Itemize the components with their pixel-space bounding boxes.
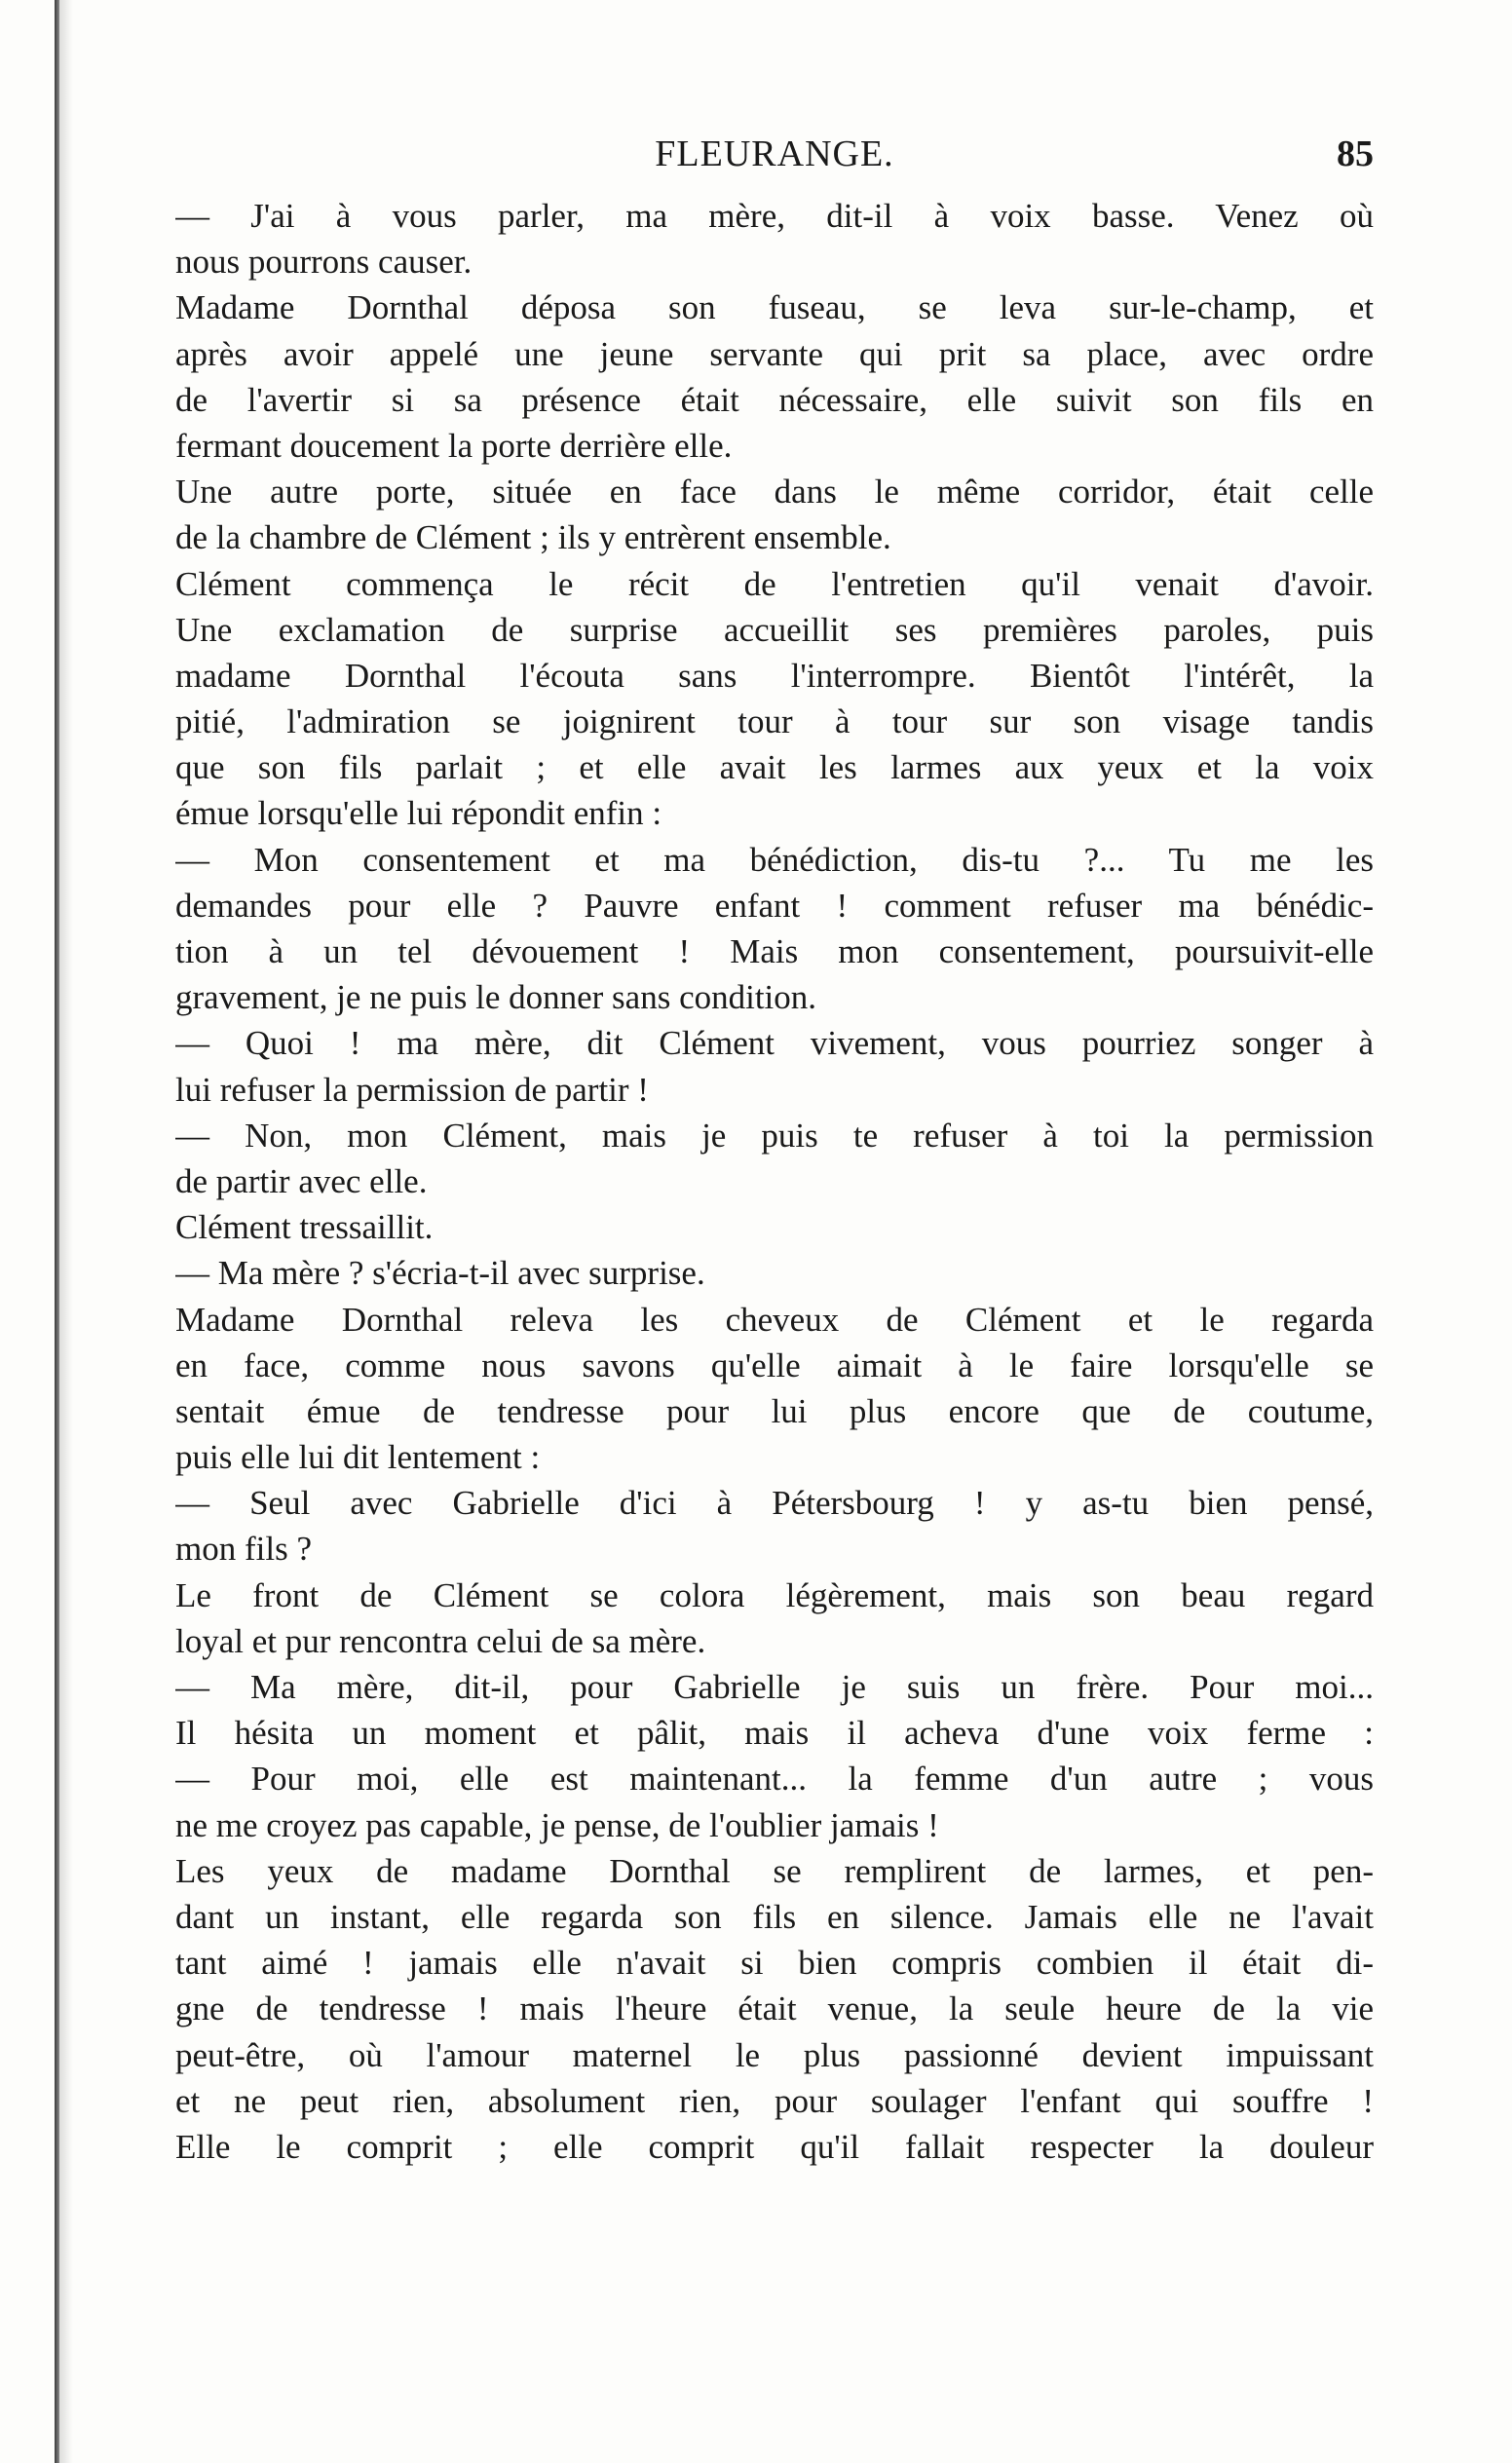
text-line: de l'avertir si sa présence était nécessaire, elle suivit son fils en bbox=[175, 380, 1374, 419]
text-line: émue lorsqu'elle lui répondit enfin : bbox=[175, 794, 662, 833]
text-line: demandes pour elle ? Pauvre enfant ! comment refuser ma bénédic- bbox=[175, 886, 1374, 925]
text-line: Elle le comprit ; elle comprit qu'il fallait respecter la douleur bbox=[175, 2127, 1374, 2166]
text-line: que son fils parlait ; et elle avait les larmes aux yeux et la voix bbox=[175, 748, 1374, 787]
text-line: mon fils ? bbox=[175, 1530, 312, 1569]
text-line: ne me croyez pas capable, je pense, de l'oublier jamais ! bbox=[175, 1805, 939, 1844]
text-line: Clément commença le récit de l'entretien qu'il venait d'avoir. bbox=[175, 564, 1374, 603]
running-title: FLEURANGE. bbox=[655, 133, 894, 174]
text-line: Une autre porte, située en face dans le même corridor, était celle bbox=[175, 473, 1374, 512]
text-line: de la chambre de Clément ; ils y entrèrent ensemble. bbox=[175, 518, 891, 557]
text-line: loyal et pur rencontra celui de sa mère. bbox=[175, 1621, 706, 1660]
text-line: — Quoi ! ma mère, dit Clément vivement, vous pourriez songer à bbox=[175, 1024, 1374, 1063]
body-text bbox=[175, 193, 1374, 2170]
text-line: tant aimé ! jamais elle n'avait si bien compris combien il était di- bbox=[175, 1944, 1374, 1983]
text-line: et ne peut rien, absolument rien, pour soulager l'enfant qui souffre ! bbox=[175, 2081, 1374, 2120]
text-line: — Mon consentement et ma bénédiction, dis-tu ?... Tu me les bbox=[175, 840, 1374, 879]
text-line: nous pourrons causer. bbox=[175, 243, 472, 282]
text-line: en face, comme nous savons qu'elle aimait à le faire lorsqu'elle se bbox=[175, 1345, 1374, 1384]
text-line: — Seul avec Gabrielle d'ici à Pétersbourg ! y as-tu bien pensé, bbox=[175, 1484, 1374, 1523]
text-line: — J'ai à vous parler, ma mère, dit-il à voix basse. Venez où bbox=[175, 197, 1374, 235]
text-line: pitié, l'admiration se joignirent tour à tour sur son visage tandis bbox=[175, 702, 1374, 741]
text-line: de partir avec elle. bbox=[175, 1161, 428, 1200]
text-line: Madame Dornthal déposa son fuseau, se leva sur-le-champ, et bbox=[175, 288, 1374, 327]
text-line: puis elle lui dit lentement : bbox=[175, 1438, 541, 1477]
page-binding-shadow bbox=[59, 0, 73, 2463]
text-line: peut-être, où l'amour maternel le plus passionné devient impuissant bbox=[175, 2035, 1374, 2074]
text-line: dant un instant, elle regarda son fils en silence. Jamais elle ne l'avait bbox=[175, 1897, 1374, 1936]
text-line: Une exclamation de surprise accueillit ses premières paroles, puis bbox=[175, 610, 1374, 649]
text-line: madame Dornthal l'écouta sans l'interrompre. Bientôt l'intérêt, la bbox=[175, 656, 1374, 695]
text-line: Madame Dornthal releva les cheveux de Clément et le regarda bbox=[175, 1300, 1374, 1339]
text-line: Le front de Clément se colora légèrement, mais son beau regard bbox=[175, 1575, 1374, 1614]
text-line: Clément tressaillit. bbox=[175, 1208, 434, 1247]
text-line: tion à un tel dévouement ! Mais mon consentement, poursuivit-elle bbox=[175, 932, 1374, 970]
text-line: fermant doucement la porte derrière elle. bbox=[175, 426, 733, 465]
text-line: Il hésita un moment et pâlit, mais il acheva d'une voix ferme : bbox=[175, 1714, 1374, 1753]
text-line: sentait émue de tendresse pour lui plus encore que de coutume, bbox=[175, 1391, 1374, 1430]
text-line: gravement, je ne puis le donner sans condition. bbox=[175, 978, 817, 1017]
text-line: — Ma mère, dit-il, pour Gabrielle je suis un frère. Pour moi... bbox=[175, 1668, 1374, 1706]
page-number: 85 bbox=[1337, 133, 1374, 174]
text-line: gne de tendresse ! mais l'heure était venue, la seule heure de la vie bbox=[175, 1989, 1374, 2028]
text-line: lui refuser la permission de partir ! bbox=[175, 1070, 649, 1109]
text-line: après avoir appelé une jeune servante qui prit sa place, avec ordre bbox=[175, 334, 1374, 373]
text-line: Les yeux de madame Dornthal se remplirent de larmes, et pen- bbox=[175, 1851, 1374, 1890]
text-line: — Non, mon Clément, mais je puis te refuser à toi la permission bbox=[175, 1116, 1374, 1155]
page-header bbox=[175, 125, 1374, 183]
text-line: — Pour moi, elle est maintenant... la femme d'un autre ; vous bbox=[175, 1760, 1374, 1799]
text-line: — Ma mère ? s'écria-t-il avec surprise. bbox=[175, 1254, 705, 1293]
